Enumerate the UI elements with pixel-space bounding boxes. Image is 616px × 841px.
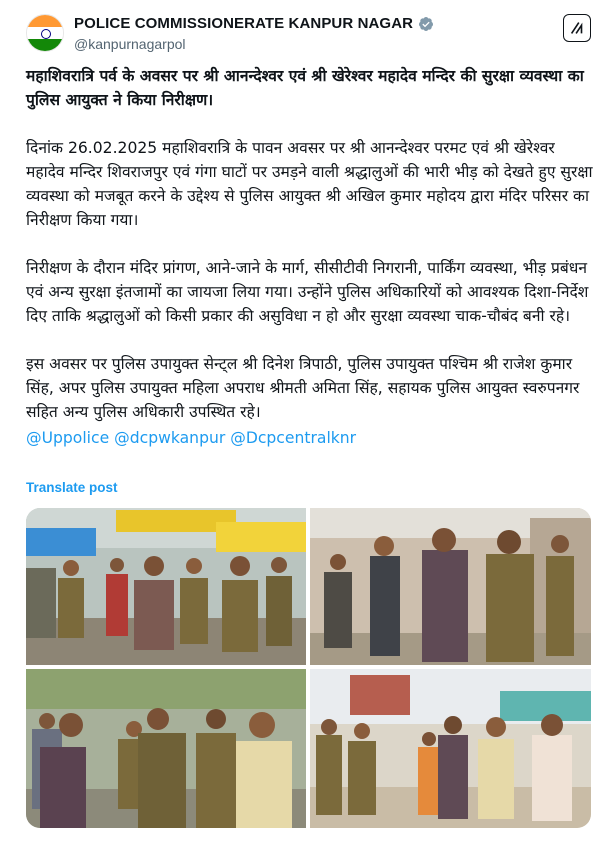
verified-badge-icon [418,16,434,32]
photo-1[interactable] [26,508,306,665]
mentions [26,426,594,450]
mention-link[interactable]: @dcpwkanpur [114,429,226,447]
grok-button[interactable] [563,14,591,42]
name-row [74,15,434,32]
display-name[interactable]: POLICE COMMISSIONERATE KANPUR NAGAR [74,15,414,32]
grok-icon [568,19,586,37]
post-headline: महाशिवरात्रि पर्व के अवसर पर श्री आनन्देश्वर एवं श्री खेरेश्वर महादेव मन्दिर की सुरक्षा व्यवस्था का पुलिस आयुक्त ने किया निरीक्षण। [26,67,584,109]
photo-2[interactable] [310,508,591,665]
post-paragraph-2: निरीक्षण के दौरान मंदिर प्रांगण, आने-जाने के मार्ग, सीसीटीवी निगरानी, पार्किंग व्यवस्था, भीड़ प्रबंधन एवं अन्य सुरक्षा इंतजामों का जायजा लिया गया। उन्होंने पुलिस अधिकारियों को आवश्यक दिशा-निर्देश दिए ताकि श्रद्धालुओं को किसी प्रकार की असुविधा न हो और सुरक्षा व्यवस्था चाक-चौबंद बनी रहे। [26,259,589,325]
mention-link[interactable]: @Uppolice [26,429,110,447]
translate-post-link[interactable]: Translate post [26,480,118,495]
post-header [26,14,591,54]
handle[interactable]: @kanpurnagarpol [74,36,186,52]
mention-link[interactable]: @Dcpcentralknr [230,429,357,447]
post-paragraph-3: इस अवसर पर पुलिस उपायुक्त सेन्ट्ल श्री दिनेश त्रिपाठी, पुलिस उपायुक्त पश्चिम श्री राजेश कुमार सिंह, अपर पुलिस उपायुक्त महिला अपराध श्रीमती अमिता सिंह, सहायक पुलिस आयुक्त स्वरुपनगर सहित अन्य पुलिस अधिकारी उपस्थित रहे। [26,355,580,421]
post-paragraph-1: दिनांक 26.02.2025 महाशिवरात्रि के पावन अवसर पर श्री आनन्देश्वर परमट एवं श्री खेरेश्वर महादेव मन्दिर शिवराजपुर एवं गंगा घाटों पर उमड़ने वाली श्रद्धालुओं की भारी भीड़ को देखते हुए सुरक्षा व्यवस्था को मजबूत करने के उद्देश्य से पुलिस आयुक्त श्री अखिल कुमार महोदय द्वारा मंदिर परिसर का निरीक्षण किया गया। [26,139,593,229]
photo-3[interactable] [26,669,306,828]
avatar[interactable] [26,14,64,52]
post-body [26,64,594,450]
photo-grid [26,508,591,828]
photo-4[interactable] [310,669,591,828]
